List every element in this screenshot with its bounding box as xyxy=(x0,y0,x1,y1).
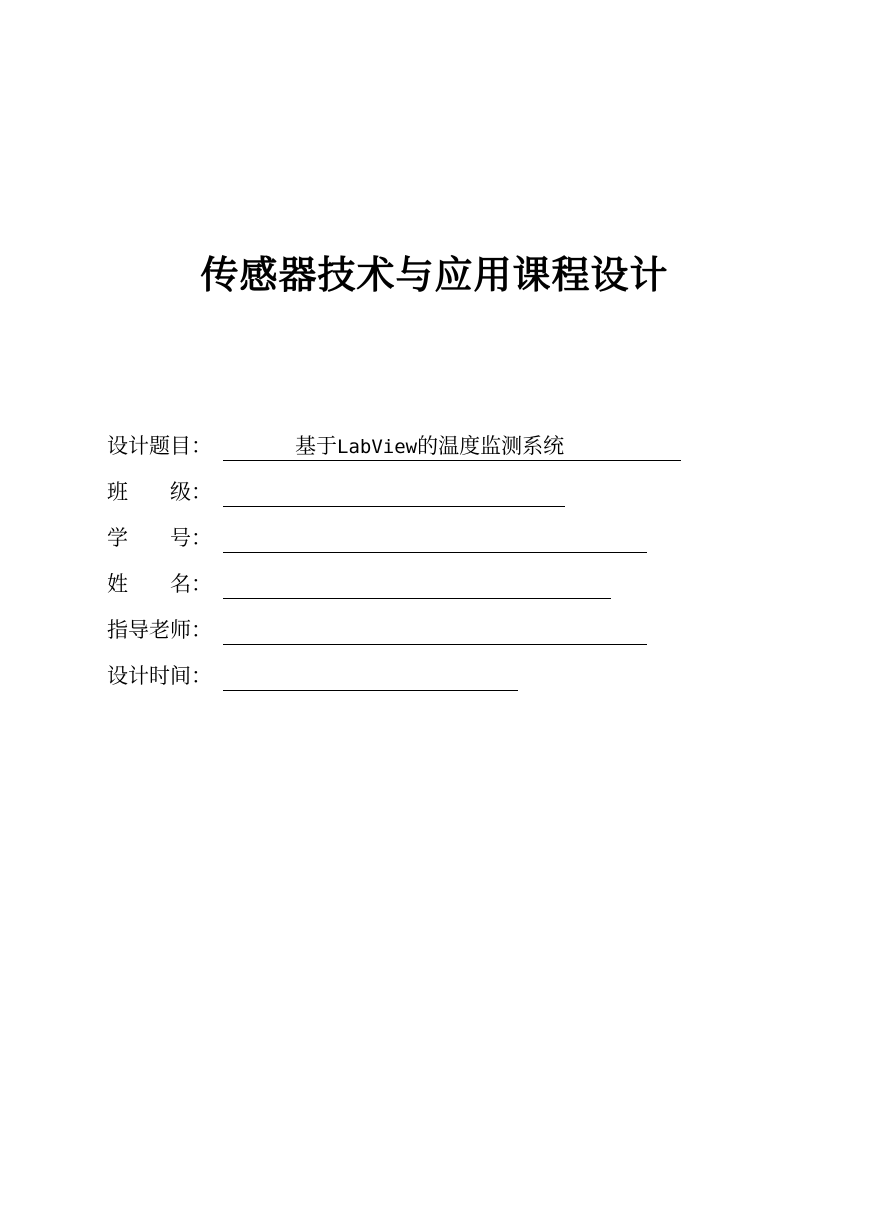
student-id-underline xyxy=(223,523,647,553)
name-label: 姓 名： xyxy=(107,572,212,596)
design-topic-value-suffix: 的温度监测系统 xyxy=(417,434,565,458)
name-underline xyxy=(223,569,611,599)
document-title: 传感器技术与应用课程设计 xyxy=(200,252,669,297)
advisor-underline xyxy=(223,615,647,645)
design-time-underline xyxy=(223,661,518,691)
design-time-label: 设计时间： xyxy=(107,664,212,688)
advisor-label: 指导老师： xyxy=(107,618,212,642)
class-underline xyxy=(223,477,565,507)
student-id-label: 学 号： xyxy=(107,526,212,550)
design-topic-value-prefix: 基于 xyxy=(295,434,337,458)
design-topic-value xyxy=(295,431,564,462)
class-label: 班 级： xyxy=(107,480,212,504)
design-topic-underline xyxy=(223,431,681,461)
design-topic-label: 设计题目： xyxy=(107,434,212,458)
design-topic-value-latin: LabView xyxy=(337,436,418,458)
